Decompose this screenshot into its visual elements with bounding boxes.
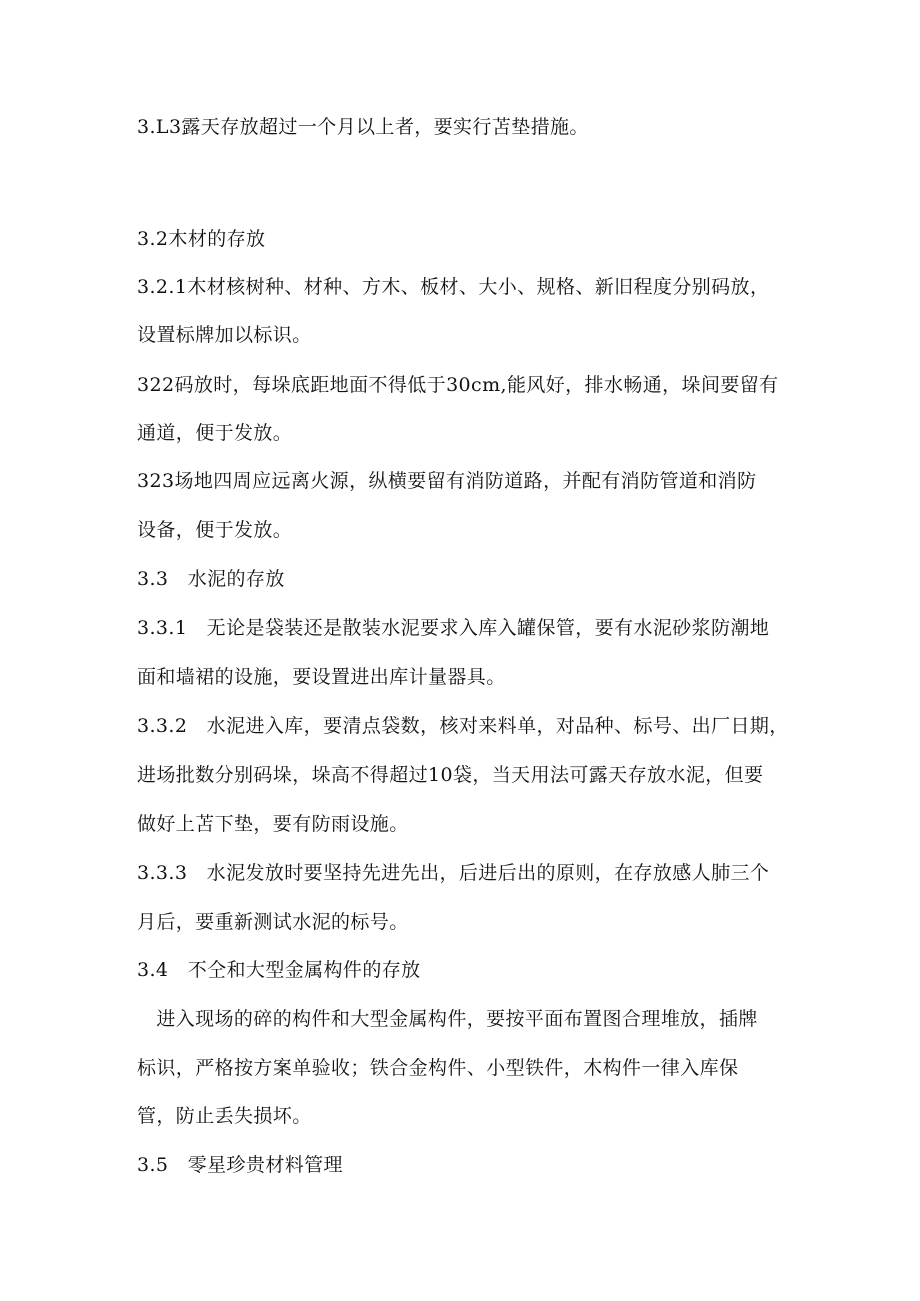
section-heading: 3.5 零星珍贵材料管理 — [137, 1154, 343, 1176]
text-line: 3.3.3 水泥发放时要坚持先进先出，后进后出的原则，在存放感人肺三个 — [137, 862, 770, 884]
text-line: 3.2.1木材核树种、材种、方木、板材、大小、规格、新旧程度分别码放， — [137, 276, 770, 298]
section-heading: 3.2木材的存放 — [137, 228, 266, 250]
text-line: 323场地四周应远离火源，纵横要留有消防道路，并配有消防管道和消防 — [137, 470, 757, 492]
text-line: 月后，要重新测试水泥的标号。 — [137, 911, 409, 933]
text-line: 进入现场的碎的构件和大型金属构件，要按平面布置图合理堆放，插牌 — [137, 1008, 758, 1030]
section-heading: 3.3 水泥的存放 — [137, 568, 285, 590]
text-line: 设置标牌加以标识。 — [137, 324, 312, 346]
text-line: 322码放时，每垛底距地面不得低于30cm,能风好，排水畅通，垛间要留有 — [137, 374, 779, 396]
text-line: 3.3.2 水泥进入库，要清点袋数，核对来料单，对品种、标号、出厂日期， — [137, 715, 789, 737]
text-line: 通道，便于发放。 — [137, 422, 293, 444]
text-line: 做好上苫下垫，要有防雨设施。 — [137, 813, 409, 835]
text-line: 3.L3露天存放超过一个月以上者，要实行苫垫措施。 — [137, 116, 589, 138]
text-line: 设备，便于发放。 — [137, 519, 293, 541]
text-line: 管，防止丢失损坏。 — [137, 1105, 312, 1127]
text-line: 3.3.1 无论是袋装还是散装水泥要求入库入罐保管，要有水泥砂浆防潮地 — [137, 617, 770, 639]
text-line: 标识，严格按方案单验收；铁合金构件、小型铁件，木构件一律入库保 — [137, 1057, 739, 1079]
text-line: 进场批数分别码垛，垛高不得超过10袋，当天用法可露天存放水泥，但要 — [137, 764, 764, 786]
text-line: 面和墙裙的设施，要设置进出库计量器具。 — [137, 666, 506, 688]
section-heading: 3.4 不仝和大型金属构件的存放 — [137, 959, 421, 981]
